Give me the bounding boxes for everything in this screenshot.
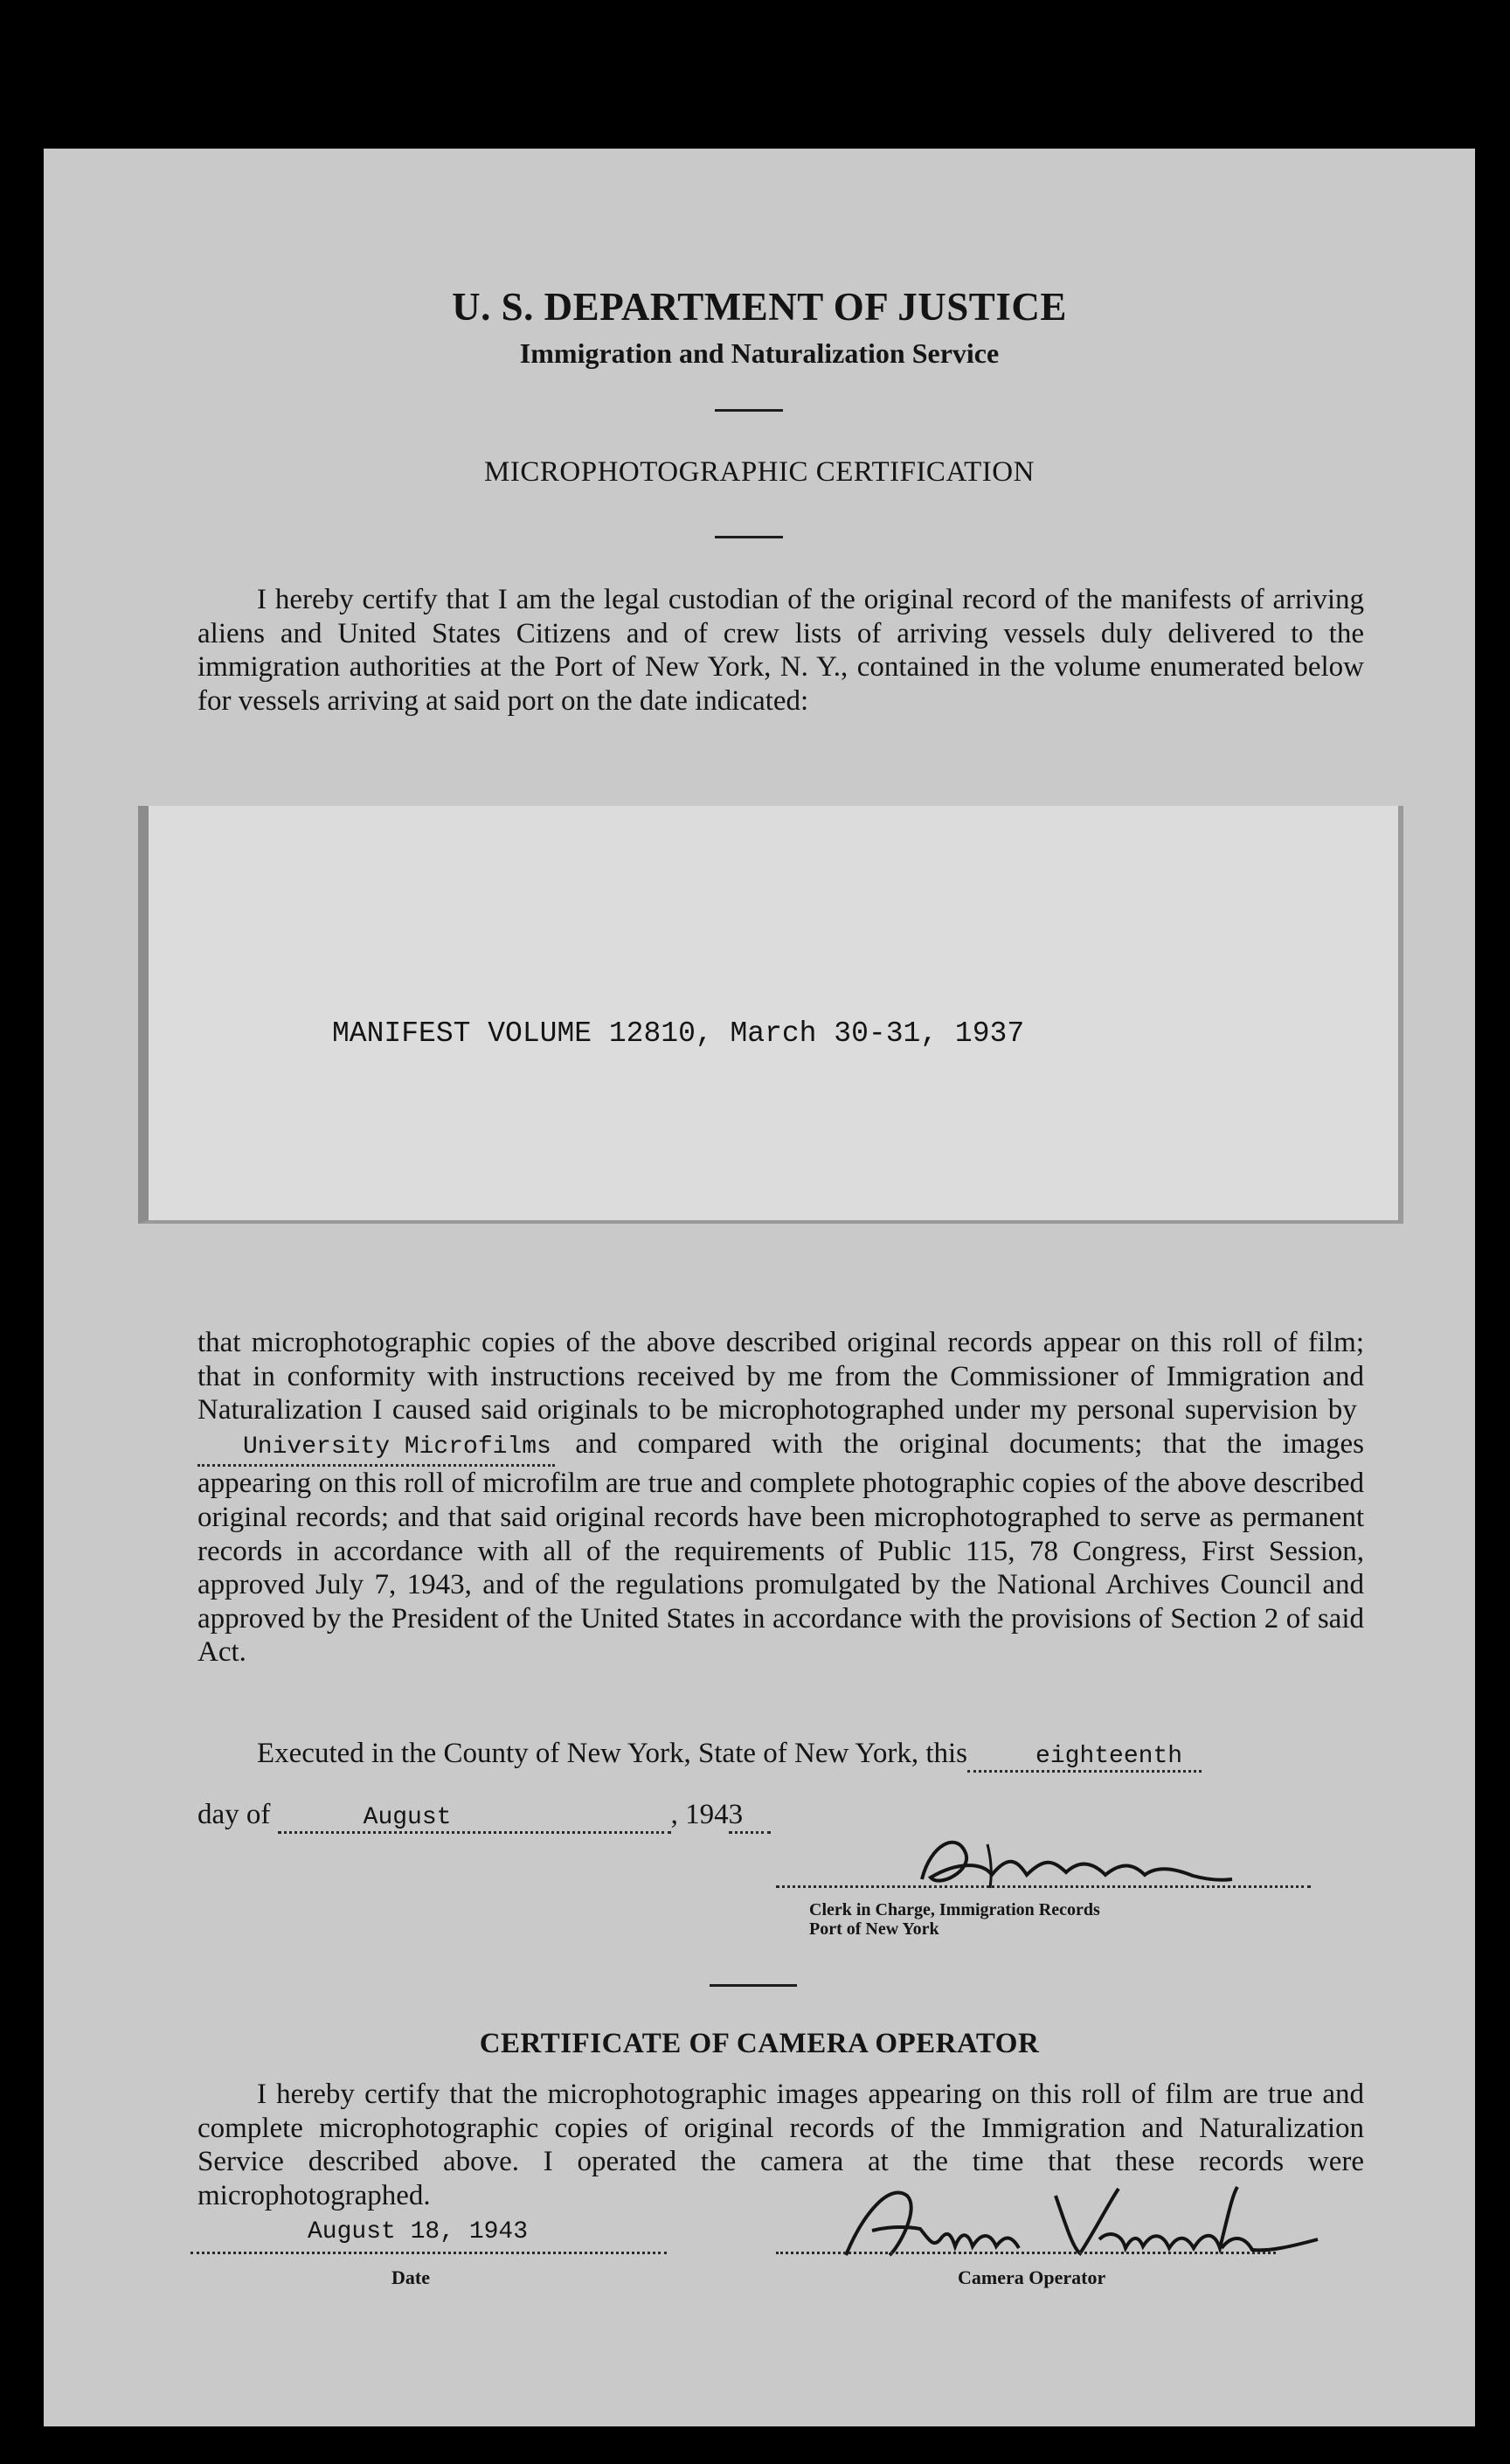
body-text-part1: that microphotographic copies of the above described original records appear on this roll of film; that in conformity with instructions received by me from the Commissioner of Immigration and Naturalization I caused said originals to be microphotographed under my personal supervision by	[197, 1327, 1364, 1426]
clerk-title	[809, 1900, 1100, 1939]
clerk-title-line1: Clerk in Charge, Immigration Records	[809, 1900, 1100, 1919]
volume-stamp-text: MANIFEST VOLUME 12810, March 30-31, 1937	[332, 1017, 1025, 1050]
certification-title: MICROPHOTOGRAPHIC CERTIFICATION	[484, 456, 1035, 488]
clerk-title-line2: Port of New York	[809, 1919, 939, 1939]
divider-rule	[715, 536, 783, 538]
operator-certificate-text: I hereby certify that the microphotographic images appearing on this roll of film are true and complete microphotographic copies of original records of the Immigration and Naturalization Service described above. I operated the camera at the time that these records were microphotographed.	[197, 2079, 1364, 2211]
operator-date-line	[190, 2250, 667, 2254]
camera-operator-line	[776, 2250, 1276, 2254]
execution-line	[197, 1738, 1364, 1773]
divider-rule	[715, 409, 783, 412]
intro-paragraph: I hereby certify that I am the legal custodian of the original record of the manifests of arriving aliens and United States Citizens and of crew lists of arriving vessels duly delivered to the immigration authorities at the Port of New York, N. Y., contained in the volume enumerated below for vessels arriving at said port on the date indicated:	[197, 584, 1364, 717]
month-field: August	[278, 1804, 671, 1834]
operator-date-value: August 18, 1943	[308, 2218, 529, 2245]
volume-stamp-box	[138, 806, 1403, 1224]
day-of-label: day of	[197, 1799, 271, 1830]
year-digit-field: 3	[729, 1799, 772, 1834]
body-text-part2: and compared with the original documents; that the images appearing on this roll of microfilm are true and complete photographic copies of the above described original records; and that said original records have been microphotographed to serve as permanent records in accordance with all of the requirements of Public 115, 78 Congress, First Session, approved July 7, 1943, and of the regulations promulgated by the National Archives Council and approved by the President of the United States in accordance with the provisions of Section 2 of said Act.	[197, 1427, 1364, 1669]
execution-prefix: Executed in the County of New York, State of New York, this	[257, 1738, 968, 1769]
department-heading: U. S. DEPARTMENT OF JUSTICE	[452, 285, 1067, 329]
filmer-field: University Microfilms	[197, 1431, 555, 1468]
date-label: Date	[391, 2266, 430, 2288]
camera-operator-label: Camera Operator	[958, 2266, 1106, 2288]
year-prefix: , 194	[670, 1799, 729, 1830]
certification-body	[197, 1326, 1364, 1669]
date-line	[197, 1799, 771, 1834]
divider-rule	[710, 1984, 797, 1987]
service-subheading: Immigration and Naturalization Service	[519, 337, 1000, 369]
execution-day-field: eighteenth	[967, 1743, 1202, 1773]
clerk-signature-line	[776, 1884, 1311, 1888]
operator-certificate-title: CERTIFICATE OF CAMERA OPERATOR	[479, 2028, 1040, 2059]
certificate-page	[44, 149, 1475, 2426]
